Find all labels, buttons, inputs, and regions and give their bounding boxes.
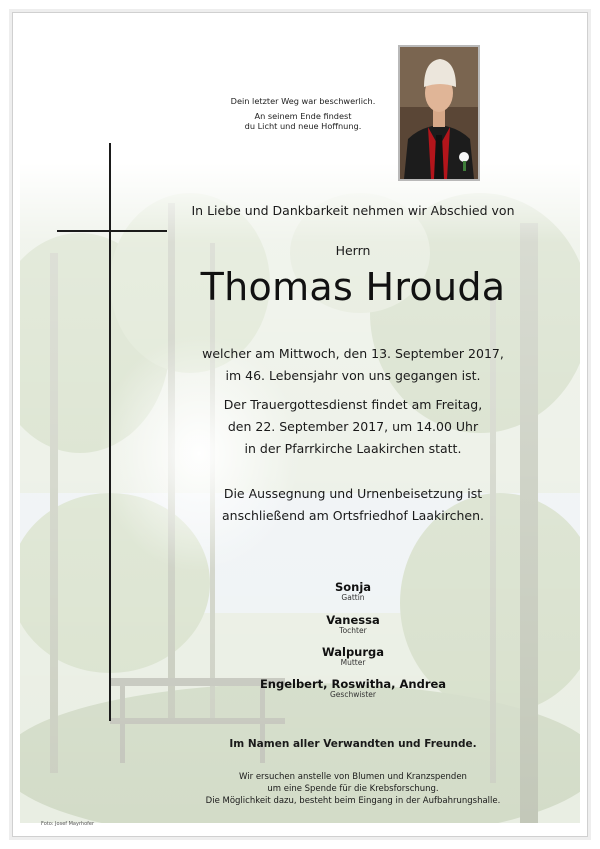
donation-line-2: um eine Spende für die Krebsforschung. <box>267 784 439 794</box>
relative-name: Sonja <box>334 580 372 594</box>
service-notice <box>133 394 573 460</box>
death-notice-line-2: im 46. Lebensjahr von uns gegangen ist. <box>225 368 481 383</box>
relative-entry <box>143 613 563 635</box>
photo-credit: Foto: Josef Mayrhofer <box>41 821 95 827</box>
donation-line-3: Die Möglichkeit dazu, besteht beim Eingang in der Aufbahrungshalle. <box>205 796 501 806</box>
donation-request <box>133 771 573 807</box>
service-line-2: den 22. September 2017, um 14.00 Uhr <box>227 419 479 434</box>
relative-role: Gattin <box>341 593 365 602</box>
service-line-3: in der Pfarrkirche Laakirchen statt. <box>244 441 462 456</box>
burial-line-1: Die Aussegnung und Urnenbeisetzung ist <box>223 486 483 501</box>
salutation: Herrn <box>335 243 371 258</box>
relative-entry <box>143 677 563 699</box>
portrait-photo-image <box>400 47 478 179</box>
relative-role: Mutter <box>340 658 366 667</box>
poem-line-2: An seinem Ende findest <box>254 111 352 121</box>
donation-line-1: Wir ersuchen anstelle von Blumen und Kranzspenden <box>239 772 467 782</box>
relative-role: Tochter <box>339 626 367 635</box>
relative-entry <box>143 645 563 667</box>
burial-line-2: anschließend am Ortsfriedhof Laakirchen. <box>222 508 484 523</box>
burial-notice <box>133 483 573 527</box>
poem-line-1: Dein letzter Weg war beschwerlich. <box>230 96 376 106</box>
obituary-card <box>12 12 588 837</box>
deceased-name: Thomas Hrouda <box>200 265 506 309</box>
relative-name: Walpurga <box>321 645 385 659</box>
cross-icon-horizontal <box>57 230 167 232</box>
farewell-intro: In Liebe und Dankbarkeit nehmen wir Abschied von <box>191 203 515 218</box>
poem-line-3: du Licht und neue Hoffnung. <box>244 121 362 131</box>
relative-entry <box>143 580 563 602</box>
death-notice <box>133 343 573 387</box>
closing-line: Im Namen aller Verwandten und Freunde. <box>229 738 477 750</box>
relative-role: Geschwister <box>330 690 376 699</box>
portrait-photo <box>398 45 480 181</box>
relative-name: Engelbert, Roswitha, Andrea <box>259 677 447 691</box>
death-notice-line-1: welcher am Mittwoch, den 13. September 2017, <box>202 346 504 361</box>
service-line-1: Der Trauergottesdienst findet am Freitag, <box>223 397 483 412</box>
relative-name: Vanessa <box>326 613 380 627</box>
